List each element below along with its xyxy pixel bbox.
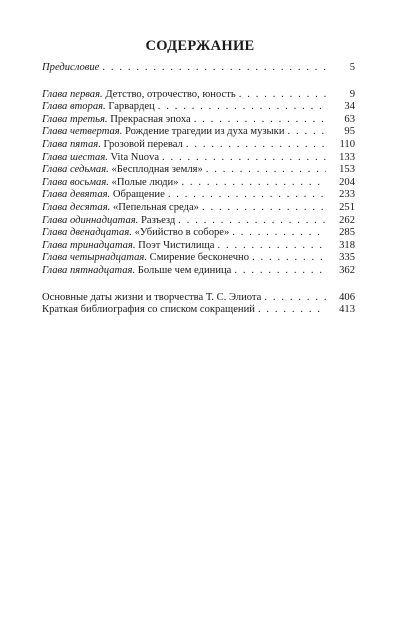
dot-leader [206, 164, 326, 177]
toc-page-number: 233 [339, 189, 355, 201]
chapter-title: Vita Nuova [110, 151, 160, 163]
toc-entry-title: Основные даты жизни и творчества Т. С. Элиота [42, 291, 262, 303]
toc-page-number: 406 [339, 291, 355, 303]
dot-leader [202, 202, 326, 215]
toc-entry-chapter [42, 114, 355, 127]
chapter-title: Детство, отрочество, юность [105, 88, 236, 100]
toc-page-number: 335 [339, 252, 355, 264]
toc-page-number: 362 [339, 264, 355, 276]
chapter-title: «Убийство в соборе» [134, 227, 230, 239]
toc-entry-appendix [42, 292, 355, 305]
toc-page-number: 262 [339, 214, 355, 226]
dot-leader [232, 227, 326, 240]
toc-page-number: 251 [339, 201, 355, 213]
dot-leader [217, 240, 326, 253]
dot-leader [288, 126, 327, 139]
chapter-label: Глава седьмая. [42, 164, 109, 176]
chapter-label: Глава одиннадцатая. [42, 214, 139, 226]
chapter-label: Глава восьмая. [42, 176, 109, 188]
toc-entry-preface [42, 62, 355, 75]
chapter-title: «Пепельная среда» [112, 201, 199, 213]
dot-leader [162, 152, 326, 165]
toc-page-number: 133 [339, 151, 355, 163]
toc-entry-chapter [42, 152, 355, 165]
toc-entry-chapter [42, 240, 355, 253]
chapter-title: Гарвардец [108, 101, 155, 113]
chapter-title: Разъезд [141, 214, 176, 226]
toc-entry-chapter [42, 164, 355, 177]
dot-leader [158, 101, 326, 114]
toc-page-number: 413 [339, 304, 355, 316]
dot-leader [234, 265, 326, 278]
chapter-title: Поэт Чистилища [138, 239, 215, 251]
dot-leader [239, 89, 326, 102]
toc-entry-chapter [42, 101, 355, 114]
chapter-label: Глава пятая. [42, 138, 101, 150]
toc-page-number: 95 [344, 126, 355, 138]
page-title: СОДЕРЖАНИЕ [145, 38, 255, 54]
toc-entry-chapter [42, 227, 355, 240]
chapter-label: Глава девятая. [42, 189, 111, 201]
toc-page-number: 34 [344, 101, 355, 113]
chapter-title: Прекрасная эпоха [110, 113, 191, 125]
toc-page-number: 110 [339, 138, 355, 150]
toc-entry-chapter [42, 139, 355, 152]
chapter-title: «Полые люди» [111, 176, 179, 188]
chapter-label: Глава десятая. [42, 201, 111, 213]
chapter-title: Грозовой перевал [103, 138, 183, 150]
toc-page-number: 153 [339, 164, 355, 176]
dot-leader [252, 252, 326, 265]
toc-entry-chapter [42, 189, 355, 202]
toc-entry-chapter [42, 252, 355, 265]
chapter-title: «Бесплодная земля» [111, 164, 203, 176]
dot-leader [258, 304, 326, 317]
dot-leader [178, 215, 326, 228]
chapter-label: Глава четырнадцатая. [42, 252, 148, 264]
chapter-label: Глава вторая. [42, 101, 106, 113]
toc-page-number: 5 [349, 62, 355, 73]
toc-page-number: 63 [344, 113, 355, 125]
chapter-label: Глава первая. [42, 88, 103, 100]
dot-leader [181, 177, 326, 190]
chapter-title: Смирение бесконечно [149, 252, 250, 264]
toc-entry-chapter [42, 89, 355, 102]
chapter-title: Рождение трагедии из духа музыки [125, 126, 285, 138]
toc-entry-chapter [42, 265, 355, 278]
toc-entry-title: Предисловие [42, 62, 100, 73]
toc-page-number: 318 [339, 239, 355, 251]
dot-leader [194, 114, 326, 127]
toc-entry-appendix [42, 304, 355, 317]
toc-entry-chapter [42, 202, 355, 215]
dot-leader [186, 139, 326, 152]
chapter-title: Обращение [112, 189, 165, 201]
toc-entry-chapter [42, 126, 355, 139]
toc-entry-chapter [42, 177, 355, 190]
chapter-label: Глава тринадцатая. [42, 239, 136, 251]
chapter-label: Глава шестая. [42, 151, 108, 163]
chapter-label: Глава четвертая. [42, 126, 123, 138]
chapter-label: Глава третья. [42, 113, 108, 125]
dot-leader [102, 62, 326, 75]
toc-entry-title: Краткая библиография со списком сокращений [42, 304, 255, 316]
toc-page-number: 204 [339, 176, 355, 188]
chapter-title: Больше чем единица [137, 264, 232, 276]
toc-entry-chapter [42, 215, 355, 228]
toc-page-number: 9 [349, 88, 355, 100]
toc-page-number: 285 [339, 227, 355, 239]
table-of-contents [42, 62, 355, 317]
chapter-label: Глава пятнадцатая. [42, 264, 136, 276]
dot-leader [168, 189, 326, 202]
dot-leader [264, 292, 326, 305]
chapter-label: Глава двенадцатая. [42, 227, 132, 239]
